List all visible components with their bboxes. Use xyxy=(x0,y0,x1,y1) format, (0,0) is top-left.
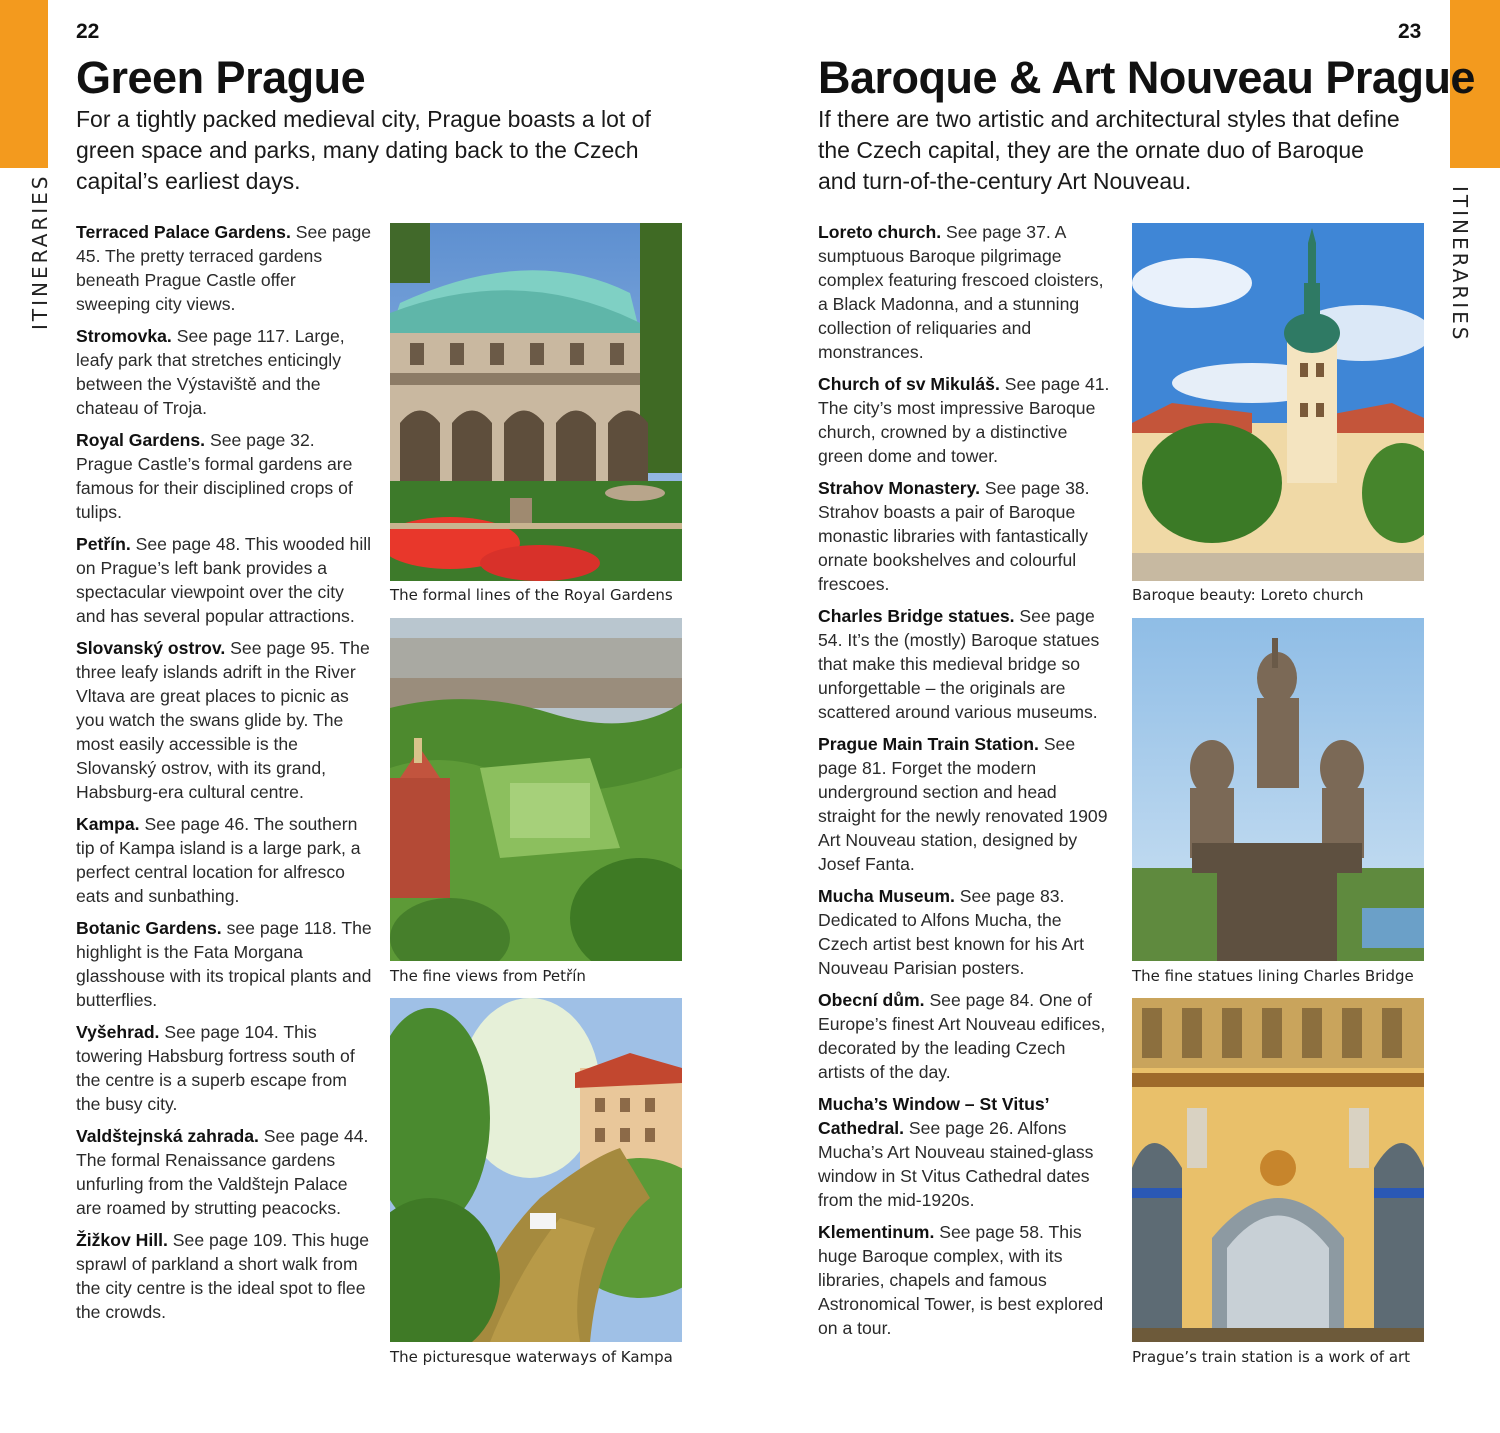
entry-text: See page 84. One of Europe’s finest Art Nouveau edifices, decorated by the leading Czech artists of the day. xyxy=(818,990,1106,1082)
charles-bridge-statues-photo xyxy=(1132,618,1424,961)
entry-text: See page 54. It’s the (mostly) Baroque statues that make this medieval bridge so unforgettable – the originals are scattered around various museums. xyxy=(818,606,1100,722)
list-item xyxy=(818,1220,1114,1340)
entry-name: Slovanský ostrov. xyxy=(76,638,226,658)
entry-text: See page 95. The three leafy islands adrift in the River Vltava are great places to picnic as you watch the swans glide by. The most easily accessible is the Slovanský ostrov, with its grand, Habsburg-era cultural centre. xyxy=(76,638,370,802)
entry-name: Botanic Gardens. xyxy=(76,918,222,938)
list-item xyxy=(76,812,372,908)
right-page-number: 23 xyxy=(1398,20,1422,43)
entry-name: Vyšehrad. xyxy=(76,1022,160,1042)
right-entry-list xyxy=(818,220,1114,1348)
photo-caption: The formal lines of the Royal Gardens xyxy=(390,586,673,604)
entry-text: See page 83. Dedicated to Alfons Mucha, the Czech artist best known for his Art Nouveau Parisian posters. xyxy=(818,886,1084,978)
royal-gardens-photo xyxy=(390,223,682,581)
right-page-intro: If there are two artistic and architectural styles that define the Czech capital, they are the ornate duo of Baroque and turn-of-the-century Art Nouveau. xyxy=(818,106,1400,194)
left-accent-tab xyxy=(0,0,48,168)
entry-name: Mucha Museum. xyxy=(818,886,955,906)
entry-name: Terraced Palace Gardens. xyxy=(76,222,291,242)
list-item xyxy=(818,884,1114,980)
entry-name: Royal Gardens. xyxy=(76,430,206,450)
list-item xyxy=(76,916,372,1012)
entry-text: See page 44. The formal Renaissance gardens unfurling from the Valdštejn Palace are roamed by strutting peacocks. xyxy=(76,1126,369,1218)
left-page-intro: For a tightly packed medieval city, Prague boasts a lot of green space and parks, many dating back to the Czech capital’s earliest days. xyxy=(76,106,651,194)
entry-text: See page 37. A sumptuous Baroque pilgrimage complex featuring frescoed cloisters, a Black Madonna, and a stunning collection of reliquaries and monstrances. xyxy=(818,222,1104,362)
right-section-label: ITINERARIES xyxy=(1448,186,1472,343)
entry-text: See page 41. The city’s most impressive Baroque church, crowned by a distinctive green dome and tower. xyxy=(818,374,1110,466)
entry-name: Valdštejnská zahrada. xyxy=(76,1126,259,1146)
entry-text: see page 118. The highlight is the Fata Morgana glasshouse with its tropical plants and butterflies. xyxy=(76,918,372,1010)
petrin-view-illustration xyxy=(390,618,682,961)
photo-caption: Baroque beauty: Loreto church xyxy=(1132,586,1364,604)
list-item xyxy=(818,372,1114,468)
list-item xyxy=(76,636,372,804)
photo-caption: The fine statues lining Charles Bridge xyxy=(1132,967,1414,985)
entry-name: Kampa. xyxy=(76,814,140,834)
list-item xyxy=(818,220,1114,364)
entry-name: Stromovka. xyxy=(76,326,172,346)
royal-gardens-illustration xyxy=(390,223,682,581)
list-item xyxy=(818,1092,1114,1212)
entry-text: See page 48. This wooded hill on Prague’s left bank provides a spectacular viewpoint over the city and has several popular attractions. xyxy=(76,534,372,626)
list-item xyxy=(818,476,1114,596)
list-item xyxy=(76,220,372,316)
left-page-number: 22 xyxy=(76,20,100,43)
entry-text: See page 45. The pretty terraced gardens beneath Prague Castle offer sweeping city views. xyxy=(76,222,372,314)
photo-caption: The fine views from Petřín xyxy=(390,967,586,985)
train-station-illustration xyxy=(1132,998,1424,1342)
kampa-waterways-illustration xyxy=(390,998,682,1342)
petrin-view-photo xyxy=(390,618,682,961)
list-item xyxy=(76,1020,372,1116)
kampa-waterways-photo xyxy=(390,998,682,1342)
entry-text: See page 26. Alfons Mucha’s Art Nouveau stained-glass window in St Vitus Cathedral dates from the mid-1920s. xyxy=(818,1118,1094,1210)
photo-caption: The picturesque waterways of Kampa xyxy=(390,1348,673,1366)
list-item xyxy=(76,1228,372,1324)
entry-text: See page 81. Forget the modern underground section and head straight for the newly renovated 1909 Art Nouveau station, designed by Josef Fanta. xyxy=(818,734,1108,874)
entry-name: Žižkov Hill. xyxy=(76,1230,168,1250)
list-item xyxy=(76,1124,372,1220)
entry-text: See page 46. The southern tip of Kampa island is a large park, a perfect central location for alfresco eats and sunbathing. xyxy=(76,814,361,906)
left-page-title: Green Prague xyxy=(76,52,366,103)
entry-text: See page 38. Strahov boasts a pair of Baroque monastic libraries with fantastically ornate bookshelves and colourful frescoes. xyxy=(818,478,1090,594)
right-page-title: Baroque & Art Nouveau Prague xyxy=(818,52,1475,103)
entry-name: Petřín. xyxy=(76,534,131,554)
list-item xyxy=(818,988,1114,1084)
list-item xyxy=(76,324,372,420)
list-item xyxy=(76,532,372,628)
left-section-label: ITINERARIES xyxy=(28,173,52,330)
entry-name: Loreto church. xyxy=(818,222,942,242)
entry-text: See page 109. This huge sprawl of parkland a short walk from the city centre is the ideal spot to flee the crowds. xyxy=(76,1230,370,1322)
entry-text: See page 104. This towering Habsburg fortress south of the centre is a superb escape from the busy city. xyxy=(76,1022,355,1114)
train-station-photo xyxy=(1132,998,1424,1342)
entry-name: Church of sv Mikuláš. xyxy=(818,374,1000,394)
entry-name: Strahov Monastery. xyxy=(818,478,980,498)
photo-caption: Prague’s train station is a work of art xyxy=(1132,1348,1411,1366)
list-item xyxy=(76,428,372,524)
list-item xyxy=(818,604,1114,724)
entry-name: Prague Main Train Station. xyxy=(818,734,1039,754)
left-entry-list xyxy=(76,220,372,1332)
entry-name: Klementinum. xyxy=(818,1222,935,1242)
entry-text: See page 58. This huge Baroque complex, with its libraries, chapels and famous Astronomical Tower, is best explored on a tour. xyxy=(818,1222,1104,1338)
entry-text: See page 117. Large, leafy park that stretches enticingly between the Výstaviště and the chateau of Troja. xyxy=(76,326,345,418)
list-item xyxy=(818,732,1114,876)
loreto-church-illustration xyxy=(1132,223,1424,581)
entry-name: Obecní dům. xyxy=(818,990,925,1010)
entry-name: Mucha’s Window – St Vitus’ Cathedral. xyxy=(818,1094,1049,1138)
entry-name: Charles Bridge statues. xyxy=(818,606,1015,626)
charles-bridge-statues-illustration xyxy=(1132,618,1424,961)
loreto-church-photo xyxy=(1132,223,1424,581)
entry-text: See page 32. Prague Castle’s formal gardens are famous for their disciplined crops of tulips. xyxy=(76,430,353,522)
